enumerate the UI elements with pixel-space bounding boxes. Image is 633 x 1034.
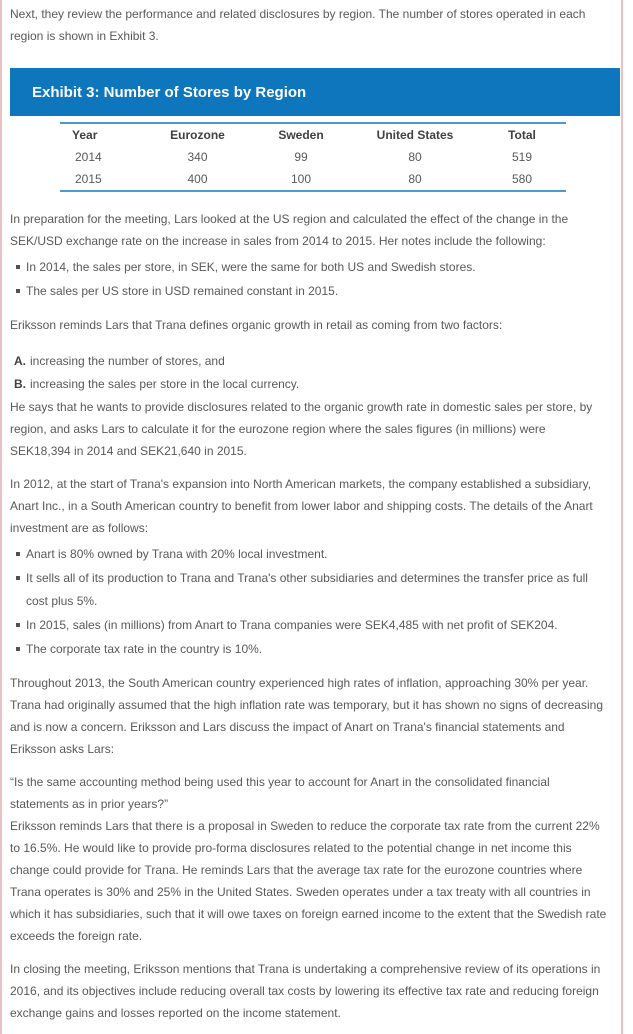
tax-proposal-paragraph: Eriksson reminds Lars that there is a proposal in Sweden to reduce the corporate tax rate from the current 22% to 16.5%. He would like to provide pro-forma disclosures related to the potential change in net income this change could provide for Trana. He reminds Lars that the average tax rate for the eurozone countries where Trana operates is 30% and 25% in the United States. Sweden operates under a tax treaty with all countries in which it has subsidiaries, such that it will owe taxes on foreign earned income to the extent that the Swedish rate exceeds the foreign rate. (10, 819, 607, 943)
list-item (10, 543, 609, 566)
factor-label: B. (14, 377, 26, 391)
table-cell: 340 (187, 150, 208, 164)
notes-list (10, 256, 609, 303)
anart-paragraph: In 2012, at the start of Trana's expansion into North American markets, the company established a subsidiary, Anart Inc., in a South American country to benefit from lower labor and shipping costs. The details of the Anart investment are as follows: (10, 477, 593, 535)
table-cell: 2015 (75, 172, 102, 186)
intro-paragraph: Next, they review the performance and related disclosures by region. The number of stores operated in each region is shown in Exhibit 3. (10, 7, 586, 43)
factor-text: increasing the number of stores, and (30, 354, 225, 368)
inflation-paragraph: Throughout 2013, the South American country experienced high rates of inflation, approaching 30% per year. Trana had originally assumed that the high inflation rate was temporary, but it has shown no signs of decreasing and is now a concern. Eriksson and Lars discuss the impact of Anart on Trana's financial statements and Eriksson asks Lars: (10, 676, 603, 756)
bullet-square-icon (16, 265, 20, 269)
table-header-row (60, 123, 566, 146)
list-item-text: In 2015, sales (in millions) from Anart to Trana companies were SEK4,485 with net profit of SEK204. (26, 618, 558, 632)
table-cell: 2014 (75, 150, 102, 164)
factor-label: A. (14, 354, 26, 368)
list-item (10, 280, 609, 303)
preparation-paragraph: In preparation for the meeting, Lars looked at the US region and calculated the effect of the change in the SEK/USD exchange rate on the increase in sales from 2014 to 2015. Her notes include the following: (10, 212, 569, 248)
exhibit-header-bar (10, 68, 620, 116)
factor-text: increasing the sales per store in the local currency. (30, 377, 300, 391)
stores-table (60, 122, 566, 192)
bullet-square-icon (16, 623, 20, 627)
column-header-total: Total (508, 128, 536, 142)
bullet-square-icon (16, 647, 20, 651)
disclosures-paragraph: He says that he wants to provide disclosures related to the organic growth rate in domestic sales per store, by region, and asks Lars to calculate it for the eurozone region where the sales figures (in millions) were SEK18,394 in 2014 and SEK21,640 in 2015. (10, 400, 593, 458)
table-row (60, 146, 566, 168)
table-row (60, 168, 566, 191)
anart-details-list (10, 543, 609, 661)
bullet-square-icon (16, 576, 20, 580)
factor-item-a (10, 350, 609, 373)
column-header-year: Year (72, 128, 98, 142)
list-item-text: In 2014, the sales per store, in SEK, were the same for both US and Swedish stores. (26, 260, 476, 274)
list-item-text: Anart is 80% owned by Trana with 20% local investment. (26, 547, 328, 561)
list-item-text: The corporate tax rate in the country is 10%. (26, 642, 263, 656)
list-item (10, 614, 609, 637)
table-cell: 99 (294, 150, 308, 164)
table-cell: 80 (408, 150, 422, 164)
exhibit-title: Exhibit 3: Number of Stores by Region (32, 83, 307, 101)
list-item-text: It sells all of its production to Trana and Trana's other subsidiaries and determines the transfer price as full cost plus 5%. (26, 571, 588, 608)
table-cell: 519 (511, 150, 533, 164)
column-header-united-states: United States (376, 128, 454, 142)
bullet-square-icon (16, 552, 20, 556)
list-item (10, 256, 609, 279)
column-header-eurozone: Eurozone (170, 128, 225, 142)
table-cell: 80 (408, 172, 422, 186)
factor-item-b (10, 373, 609, 396)
table-cell: 580 (511, 172, 533, 186)
list-item (10, 567, 609, 613)
bullet-square-icon (16, 289, 20, 293)
organic-growth-paragraph: Eriksson reminds Lars that Trana defines organic growth in retail as coming from two factors: (10, 318, 503, 332)
list-item-text: The sales per US store in USD remained constant in 2015. (26, 284, 339, 298)
closing-paragraph: In closing the meeting, Eriksson mentions that Trana is undertaking a comprehensive review of its operations in 2016, and its objectives include reducing overall tax costs by lowering its effective tax rate and reducing foreign exchange gains and losses reported on the income statement. (10, 962, 601, 1020)
table-cell: 400 (187, 172, 208, 186)
column-header-sweden: Sweden (278, 128, 324, 142)
table-cell: 100 (290, 172, 312, 186)
quote-paragraph: “Is the same accounting method being used this year to account for Anart in the consolidated financial statements as in prior years?” (10, 775, 550, 811)
list-item (10, 638, 609, 661)
